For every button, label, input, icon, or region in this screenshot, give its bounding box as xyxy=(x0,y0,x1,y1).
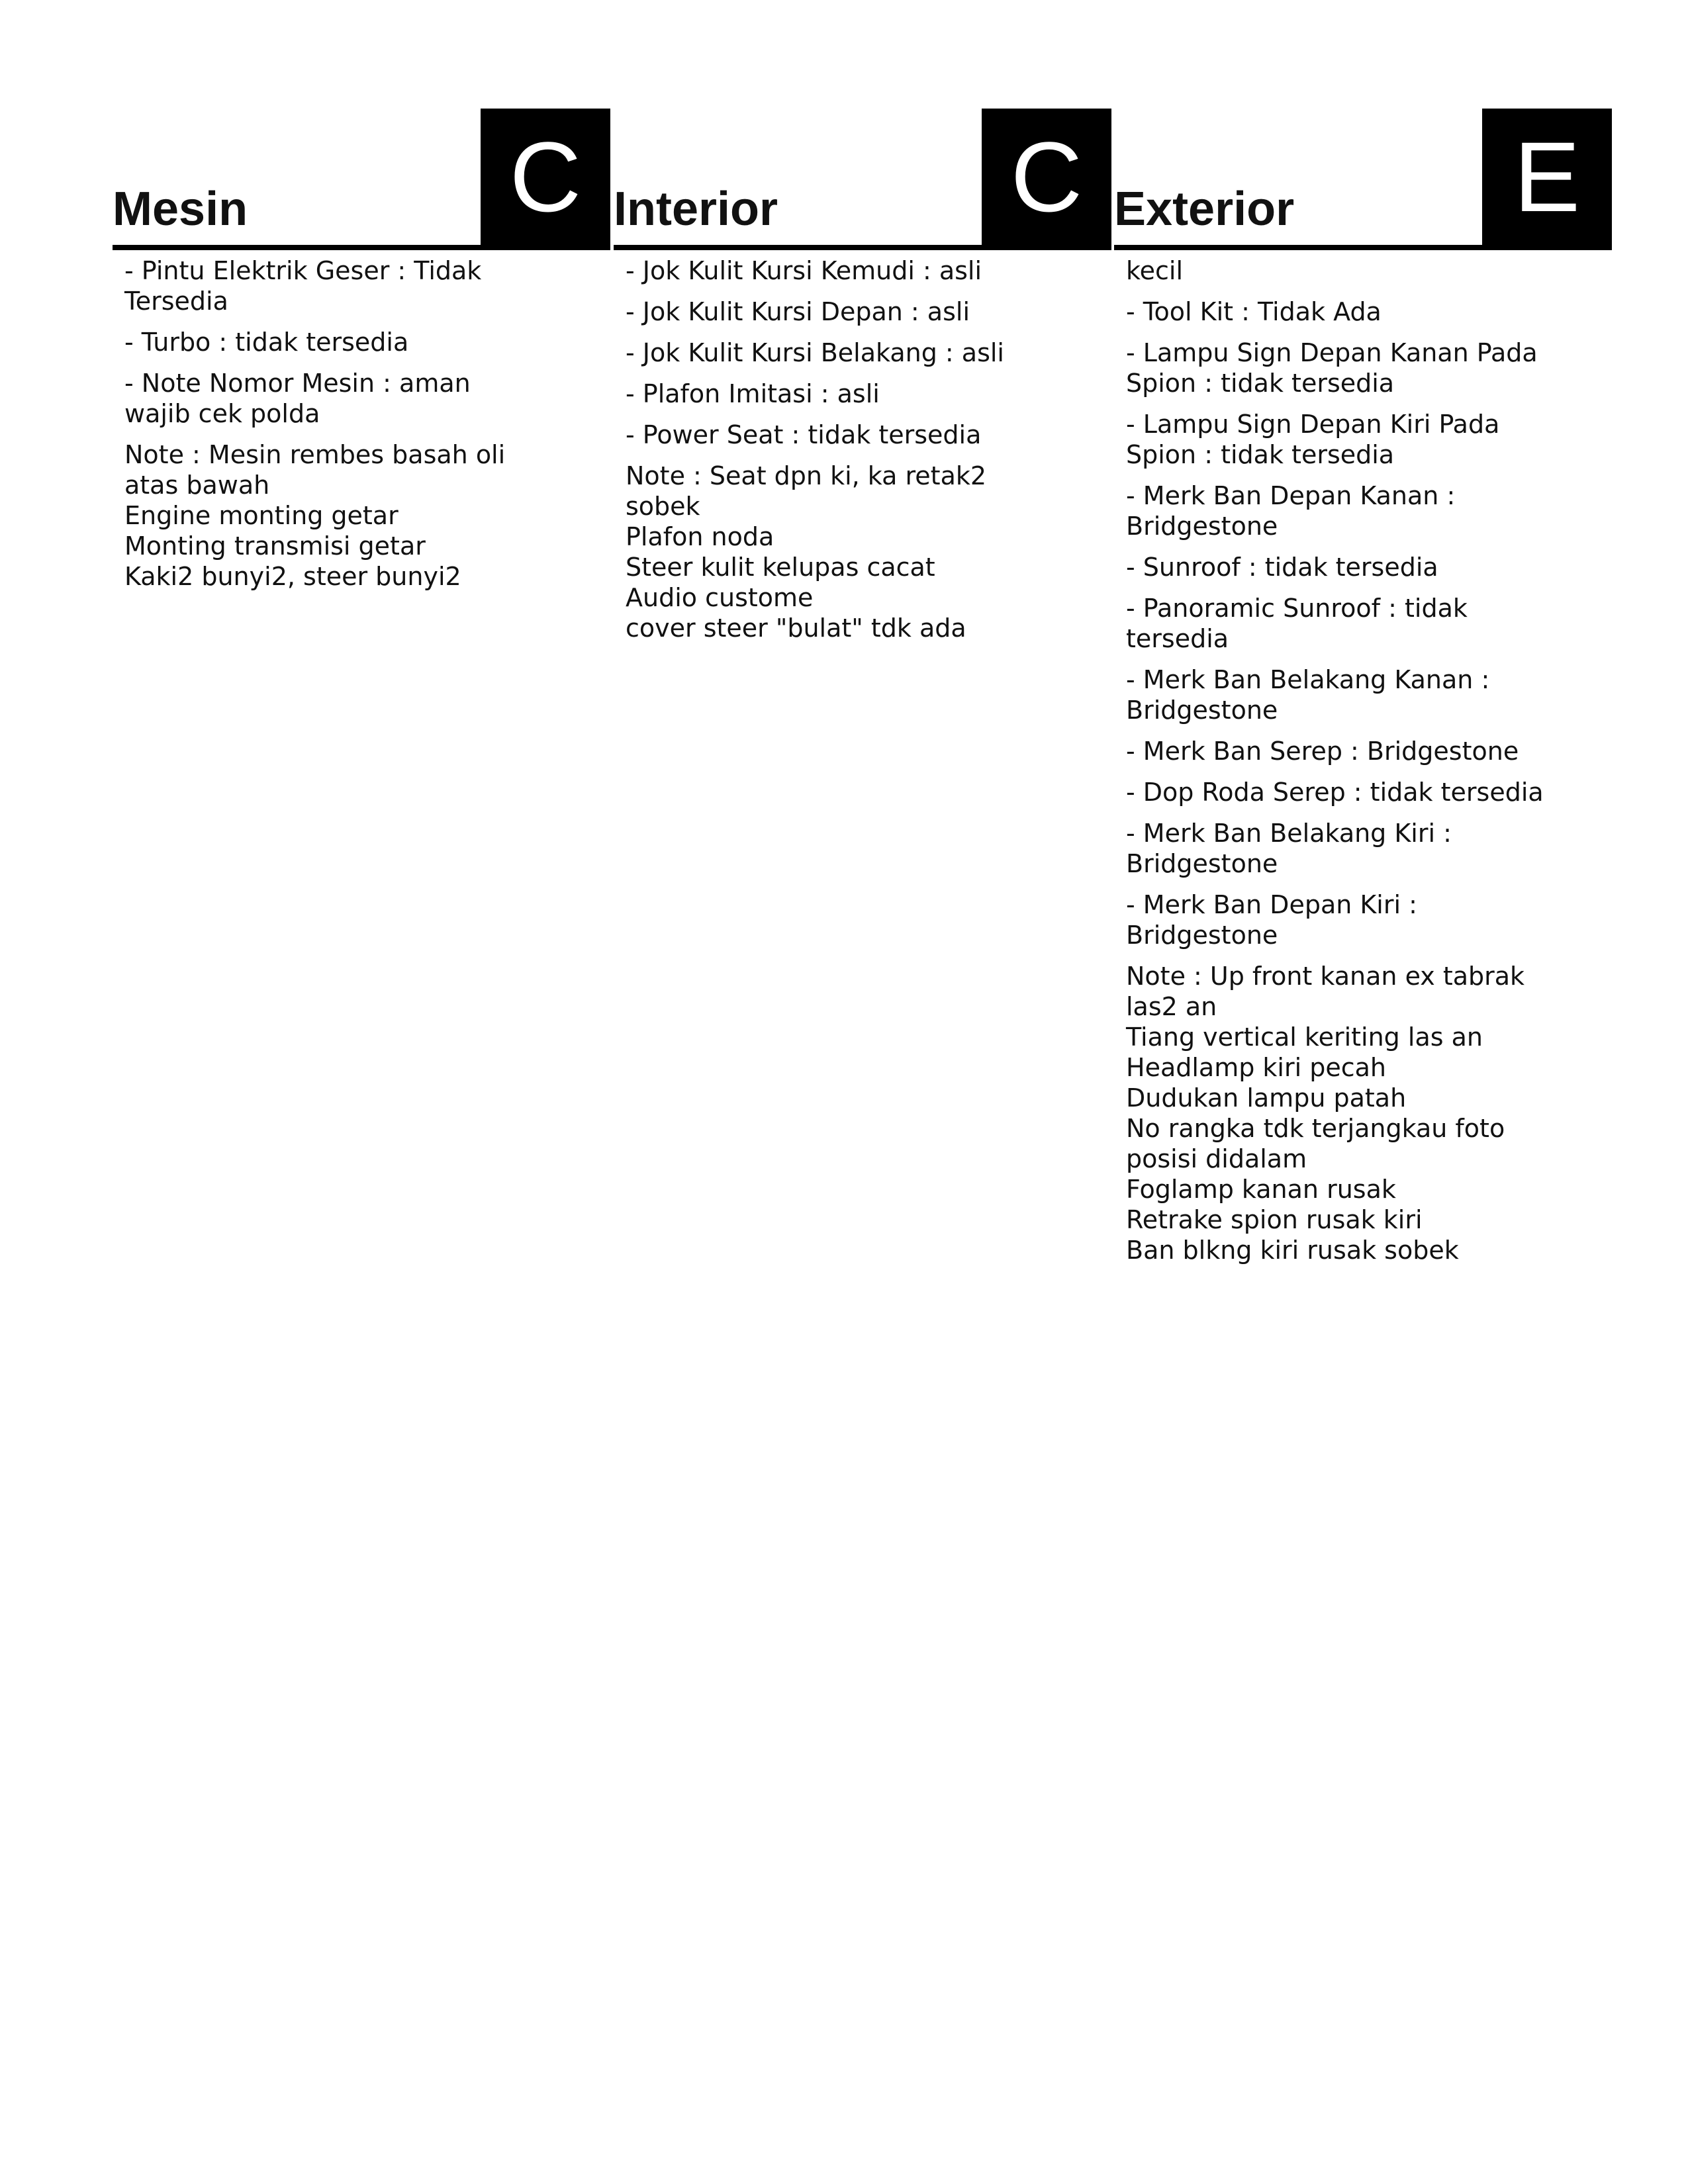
list-item: - Lampu Sign Depan Kanan Pada Spion : tidak tersedia xyxy=(1126,338,1538,398)
note-lines xyxy=(1126,961,1550,1265)
note-line: cover steer "bulat" tdk ada xyxy=(626,614,966,643)
list-item: - Pintu Elektrik Geser : Tidak Tersedia xyxy=(124,256,482,316)
list-item: kecil xyxy=(1126,256,1184,285)
note-line: Note : Seat dpn ki, ka retak2 sobek xyxy=(626,461,987,521)
note-block xyxy=(626,461,1049,643)
note-line: Monting transmisi getar xyxy=(124,531,426,561)
item-list xyxy=(614,250,1049,643)
list-item: - Panoramic Sunroof : tidak tersedia xyxy=(1126,594,1468,653)
section-interior xyxy=(614,109,1111,654)
list-item: - Merk Ban Belakang Kiri : Bridgestone xyxy=(1126,819,1452,878)
section-title: Interior xyxy=(614,183,778,236)
note-line: Retrake spion rusak kiri xyxy=(1126,1205,1423,1234)
section-header xyxy=(1114,109,1612,250)
section-exterior xyxy=(1114,109,1612,1276)
list-item: - Jok Kulit Kursi Belakang : asli xyxy=(626,338,1004,367)
grade-badge: C xyxy=(481,109,610,245)
note-lines xyxy=(124,439,522,592)
list-item: - Tool Kit : Tidak Ada xyxy=(1126,297,1382,326)
note-lines xyxy=(626,461,1049,643)
section-title: Mesin xyxy=(113,183,248,236)
note-block xyxy=(1126,961,1550,1265)
list-item: - Merk Ban Depan Kiri : Bridgestone xyxy=(1126,890,1417,950)
item-list xyxy=(113,250,522,592)
note-line: Steer kulit kelupas cacat xyxy=(626,553,935,582)
list-item: - Merk Ban Serep : Bridgestone xyxy=(1126,737,1519,766)
list-item: - Power Seat : tidak tersedia xyxy=(626,420,982,449)
list-item: - Plafon Imitasi : asli xyxy=(626,379,880,408)
note-line: Kaki2 bunyi2, steer bunyi2 xyxy=(124,562,461,591)
list-item: - Note Nomor Mesin : aman wajib cek polda xyxy=(124,369,471,428)
list-item: - Turbo : tidak tersedia xyxy=(124,328,409,357)
list-item: - Lampu Sign Depan Kiri Pada Spion : tidak tersedia xyxy=(1126,410,1500,469)
note-line: Tiang vertical keriting las an xyxy=(1126,1023,1483,1052)
note-line: Plafon noda xyxy=(626,522,774,551)
note-line: Headlamp kiri pecah xyxy=(1126,1053,1387,1082)
section-header xyxy=(614,109,1111,250)
section-header xyxy=(113,109,610,250)
item-list xyxy=(1114,250,1550,1265)
list-item: - Jok Kulit Kursi Depan : asli xyxy=(626,297,970,326)
note-line: Audio custome xyxy=(626,583,814,612)
list-item: - Merk Ban Depan Kanan : Bridgestone xyxy=(1126,481,1456,541)
note-block xyxy=(124,439,522,592)
note-line: Note : Mesin rembes basah oli atas bawah xyxy=(124,440,506,500)
note-line: No rangka tdk terjangkau foto posisi didalam xyxy=(1126,1114,1505,1173)
grade-badge: E xyxy=(1482,109,1612,245)
list-item: - Sunroof : tidak tersedia xyxy=(1126,553,1438,582)
list-item: - Dop Roda Serep : tidak tersedia xyxy=(1126,778,1544,807)
note-line: Note : Up front kanan ex tabrak las2 an xyxy=(1126,962,1525,1021)
list-item: - Jok Kulit Kursi Kemudi : asli xyxy=(626,256,982,285)
section-mesin xyxy=(113,109,610,602)
note-line: Engine monting getar xyxy=(124,501,399,530)
section-title: Exterior xyxy=(1114,183,1295,236)
note-line: Ban blkng kiri rusak sobek xyxy=(1126,1236,1459,1265)
grade-badge: C xyxy=(982,109,1111,245)
note-line: Dudukan lampu patah xyxy=(1126,1083,1407,1113)
note-line: Foglamp kanan rusak xyxy=(1126,1175,1396,1204)
list-item: - Merk Ban Belakang Kanan : Bridgestone xyxy=(1126,665,1490,725)
